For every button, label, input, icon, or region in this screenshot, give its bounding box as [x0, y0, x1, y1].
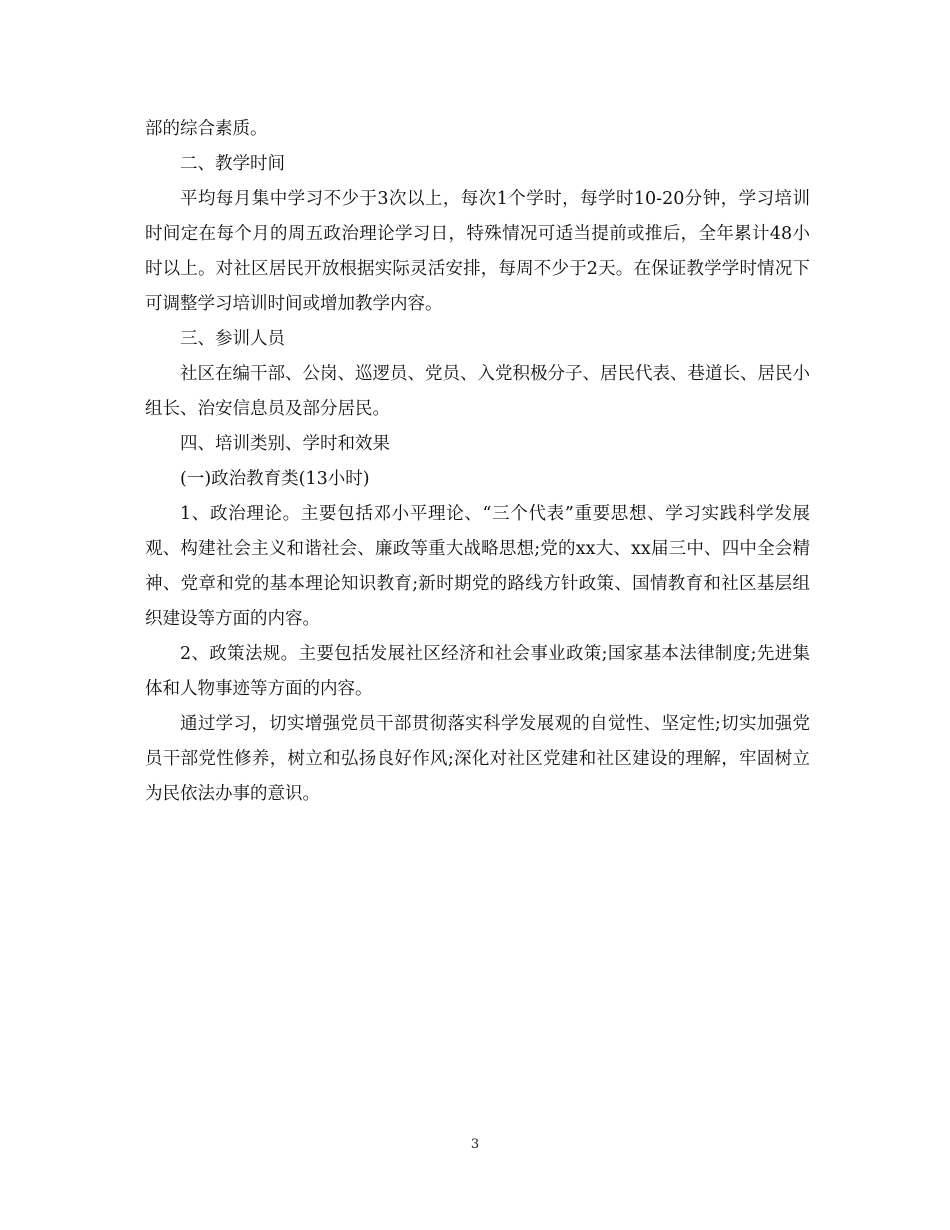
paragraph-participants: 社区在编干部、公岗、巡逻员、党员、入党积极分子、居民代表、巷道长、居民小组长、治安信息员及部分居民。 — [145, 364, 810, 419]
paragraph-policies-regulations: 2、政策法规。主要包括发展社区经济和社会事业政策;国家基本法律制度;先进集体和人物事迹等方面的内容。 — [145, 644, 810, 699]
subheading-political-education: (一)政治教育类(13小时) — [180, 469, 370, 489]
paragraph-teaching-time: 平均每月集中学习不少于3次以上，每次1个学时，每学时10-20分钟，学习培训时间定在每个月的周五政治理论学习日，特殊情况可适当提前或推后，全年累计48小时以上。对社区居民开放根据实际灵活安排，每周不少于2天。在保证教学学时情况下可调整学习培训时间或增加教学内容。 — [145, 189, 810, 314]
section-heading-training-categories: 四、培训类别、学时和效果 — [180, 434, 390, 454]
section-heading-participants: 三、参训人员 — [180, 329, 285, 349]
paragraph-learning-effect: 通过学习，切实增强党员干部贯彻落实科学发展观的自觉性、坚定性;切实加强党员干部党性修养，树立和弘扬良好作风;深化对社区党建和社区建设的理解，牢固树立为民依法办事的意识。 — [145, 714, 810, 804]
paragraph-political-theory: 1、政治理论。主要包括邓小平理论、“三个代表”重要思想、学习实践科学发展观、构建社会主义和谐社会、廉政等重大战略思想;党的xx大、xx届三中、四中全会精神、党章和党的基本理论知识教育;新时期党的路线方针政策、国情教育和社区基层组织建设等方面的内容。 — [145, 504, 810, 629]
page-number: 3 — [470, 1137, 480, 1152]
paragraph-1: 部的综合素质。 — [145, 119, 268, 139]
section-heading-teaching-time: 二、教学时间 — [180, 154, 285, 174]
document-body — [145, 112, 810, 812]
